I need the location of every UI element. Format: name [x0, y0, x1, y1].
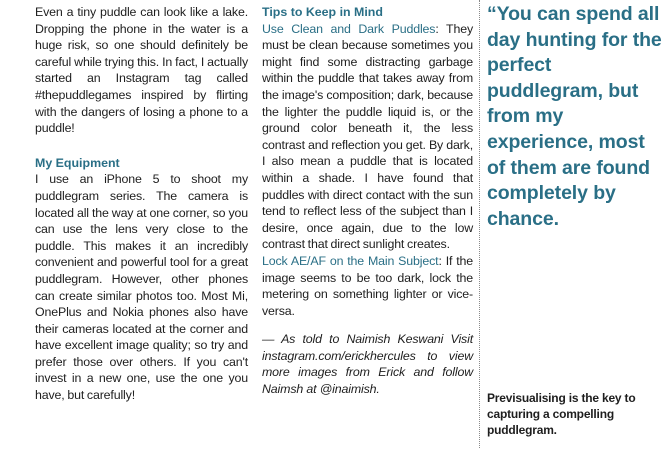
intro-paragraph: Even a tiny puddle can look like a lake. Dropping the phone in the water is a huge risk, so one should definitely be careful while trying this. In fact, I actually started an Instagram tag called #thepuddlegames inspired by flirting with the dangers of losing a phone to a puddle!	[35, 5, 248, 136]
tip1-text: : They must be clean because sometimes you might find some distracting garbage within the puddle that takes away from the image's composition; dark, because the lighter the puddle liquid is, or the ground color beneath it, the less contrast and reflection you get. By dark, I also mean a puddle that is located within a shade. I have found that puddles with direct contact with the sun tend to reflect less of the subject than I desire, once again, due to the low contrast that direct sunlight creates.	[262, 21, 473, 252]
right-column	[487, 0, 667, 232]
tip2-title: Lock AE/AF on the Main Subject	[262, 253, 439, 268]
tip2-paragraph	[262, 253, 473, 319]
tips-heading: Tips to Keep in Mind	[262, 5, 383, 19]
equipment-heading: My Equipment	[35, 155, 120, 170]
equipment-paragraph: I use an iPhone 5 to shoot my puddlegram series. The camera is located all the way at one corner, so you can use the lens very close to the puddle. This makes it an incredibly convenient and powerful tool for a great puddlegram. However, other phones can create similar photos too. Most Mi, OnePlus and Nokia phones also have their cameras located at the corner and have excellent image quality; so try and prefer those over others. If you can't invest in a new one, use the one you have, but carefully!	[35, 172, 248, 403]
pull-quote: “You can spend all day hunting for the perfect puddlegram, but from my experience, most of them are found completely by chance.	[487, 3, 662, 230]
photo-caption: Previsualising is the key to capturing a compelling puddlegram.	[487, 391, 636, 437]
tip1-title: Use Clean and Dark Puddles	[262, 21, 436, 36]
column-divider	[479, 0, 480, 448]
author-credit: — As told to Naimish Keswani Visit instagram.com/erickhercules to view more images from Erick and follow Naimsh at @inaimish.	[262, 332, 473, 397]
middle-column	[262, 0, 473, 398]
left-column	[35, 0, 248, 404]
tip2-text: : If the image seems to be too dark, lock the metering on something lighter or vice-versa.	[262, 253, 473, 318]
tip1-paragraph	[262, 21, 473, 253]
